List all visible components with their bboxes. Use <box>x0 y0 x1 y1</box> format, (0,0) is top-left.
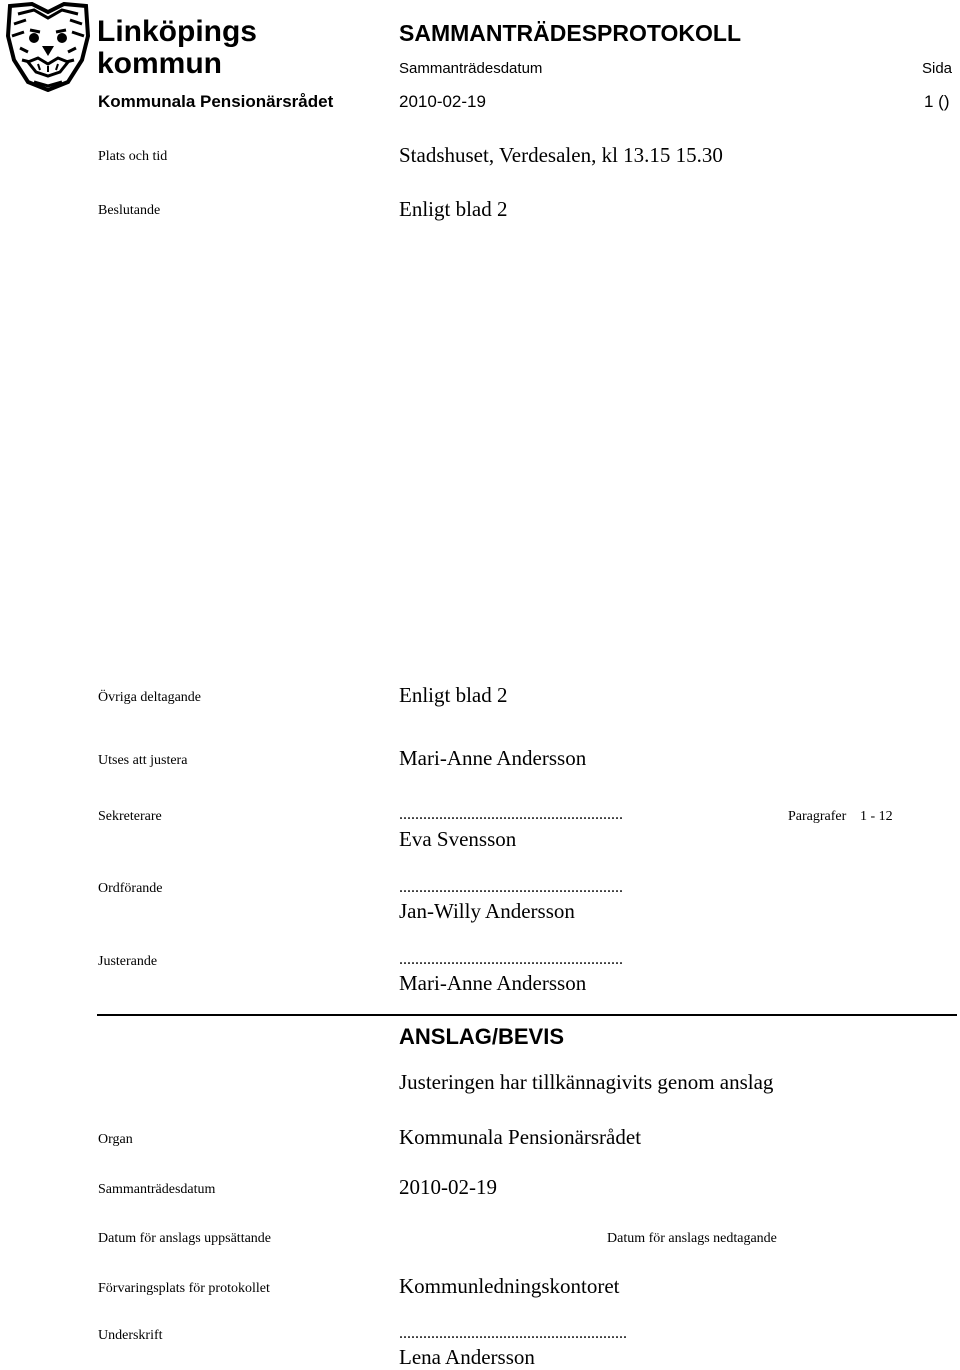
header-date-label: Sammanträdesdatum <box>399 60 543 77</box>
utses-value: Mari-Anne Andersson <box>399 746 587 770</box>
logo-line-2: kommun <box>97 47 223 80</box>
organ-label: Organ <box>98 1132 133 1147</box>
logo-wordmark <box>97 16 257 80</box>
nedtagande-label: Datum för anslags nedtagande <box>607 1231 777 1246</box>
forvaring-label: Förvaringsplats för protokollet <box>98 1281 270 1296</box>
logo-line-1: Linköpings <box>97 15 257 48</box>
header-organ: Kommunala Pensionärsrådet <box>98 92 334 111</box>
paragrafer-label: Paragrafer <box>788 809 847 824</box>
ordforande-signature-line: ........................................................ <box>399 879 623 896</box>
ordforande-name: Jan-Willy Andersson <box>399 899 575 923</box>
justerande-name: Mari-Anne Andersson <box>399 971 587 995</box>
sekreterare-name: Eva Svensson <box>399 827 517 851</box>
justerande-label: Justerande <box>98 954 158 969</box>
forvaring-value: Kommunledningskontoret <box>399 1274 620 1298</box>
document-title: SAMMANTRÄDESPROTOKOLL <box>399 20 742 46</box>
sekreterare-label: Sekreterare <box>98 809 162 824</box>
beslutande-label: Beslutande <box>98 203 161 218</box>
utses-label: Utses att justera <box>98 753 188 768</box>
anslag-heading: ANSLAG/BEVIS <box>399 1024 565 1049</box>
lion-crest-logo-icon <box>4 2 92 92</box>
anslag-datum-label: Sammanträdesdatum <box>98 1182 216 1197</box>
ovriga-value: Enligt blad 2 <box>399 683 508 707</box>
paragrafer-value: 1 - 12 <box>860 809 893 824</box>
plats-label: Plats och tid <box>98 149 168 164</box>
beslutande-value: Enligt blad 2 <box>399 197 508 221</box>
underskrift-label: Underskrift <box>98 1328 163 1343</box>
anslag-intro: Justeringen har tillkännagivits genom anslag <box>399 1070 774 1094</box>
uppsattande-label: Datum för anslags uppsättande <box>98 1231 272 1246</box>
header-page-number: 1 () <box>924 92 950 111</box>
justerande-signature-line: ........................................................ <box>399 951 623 968</box>
section-divider <box>97 1014 957 1016</box>
header-date: 2010-02-19 <box>399 92 486 111</box>
header-page-label: Sida <box>922 60 953 77</box>
underskrift-signature-line: ......................................................... <box>399 1325 627 1342</box>
plats-value: Stadshuset, Verdesalen, kl 13.15 15.30 <box>399 143 723 167</box>
underskrift-name: Lena Andersson <box>399 1345 535 1369</box>
ordforande-label: Ordförande <box>98 881 163 896</box>
organ-value: Kommunala Pensionärsrådet <box>399 1125 642 1149</box>
anslag-datum-value: 2010-02-19 <box>399 1175 497 1199</box>
sekreterare-signature-line: ........................................................ <box>399 806 623 823</box>
ovriga-label: Övriga deltagande <box>98 690 202 705</box>
